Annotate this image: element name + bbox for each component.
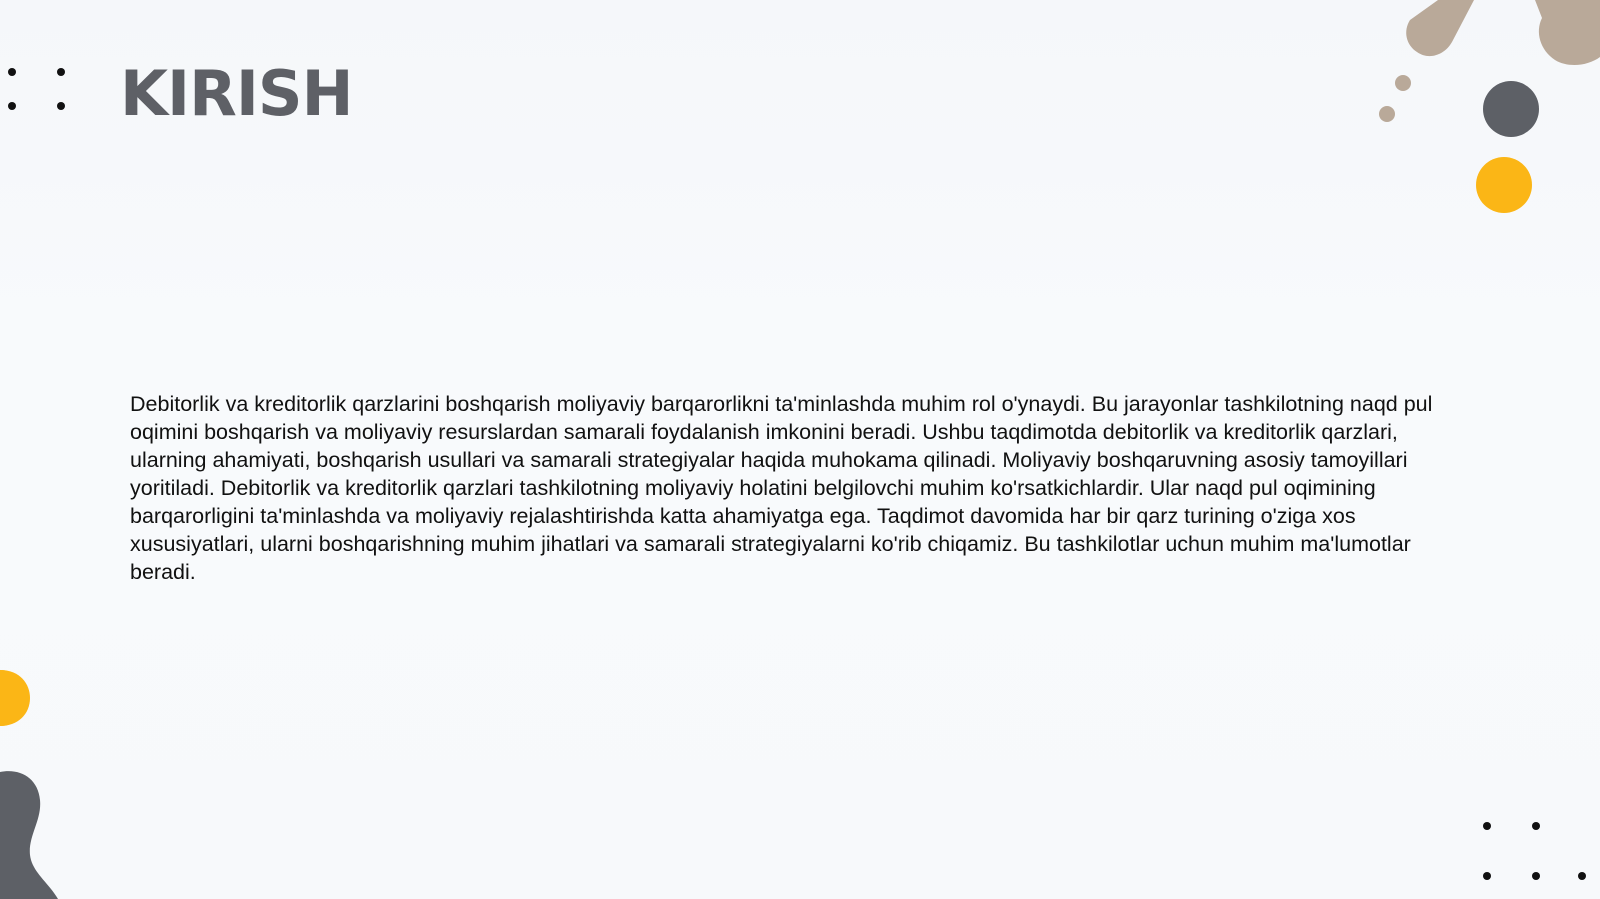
dot [57, 68, 65, 76]
gray-blob [0, 771, 58, 899]
tan-blob [1535, 0, 1600, 65]
dot [1483, 822, 1491, 830]
dot [1483, 872, 1491, 880]
yellow-circle [1476, 157, 1532, 213]
yellow-half-circle [0, 670, 30, 726]
small-tan-circle [1395, 75, 1411, 91]
body-paragraph: Debitorlik va kreditorlik qarzlarini boshqarish moliyaviy barqarorlikni ta'minlashda muhim rol o'ynaydi. Bu jarayonlar tashkilotning naqd pul oqimini boshqarish va moliyaviy resurslardan samarali foydalanish imkonini beradi. Ushbu taqdimotda debitorlik va kreditorlik qarzlari, ularning ahamiyati, boshqarish usullari va samarali strategiyalar haqida muhokama qilinadi. Moliyaviy boshqaruvning asosiy tamoyillari yoritiladi. Debitorlik va kreditorlik qarzlari tashkilotning moliyaviy holatini belgilovchi muhim ko'rsatkichlardir. Ular naqd pul oqimining barqarorligini ta'minlashda va moliyaviy rejalashtirishda katta ahamiyatga ega. Taqdimot davomida har bir qarz turining o'ziga xos xususiyatlari, ularni boshqarishning muhim jihatlari va samarali strategiyalarni ko'rib chiqamiz. Bu tashkilotlar uchun muhim ma'lumotlar beradi. [130, 392, 1433, 584]
gray-circle [1483, 81, 1539, 137]
dot [1532, 872, 1540, 880]
dot [8, 102, 16, 110]
dot [8, 68, 16, 76]
tan-blob [1406, 0, 1474, 56]
bottom-left-decoration [0, 660, 70, 899]
top-right-decoration [1370, 0, 1600, 220]
small-tan-circle [1379, 106, 1395, 122]
dot [1532, 822, 1540, 830]
dot [57, 102, 65, 110]
dot [1578, 872, 1586, 880]
slide-title: KIRISH [120, 57, 353, 130]
